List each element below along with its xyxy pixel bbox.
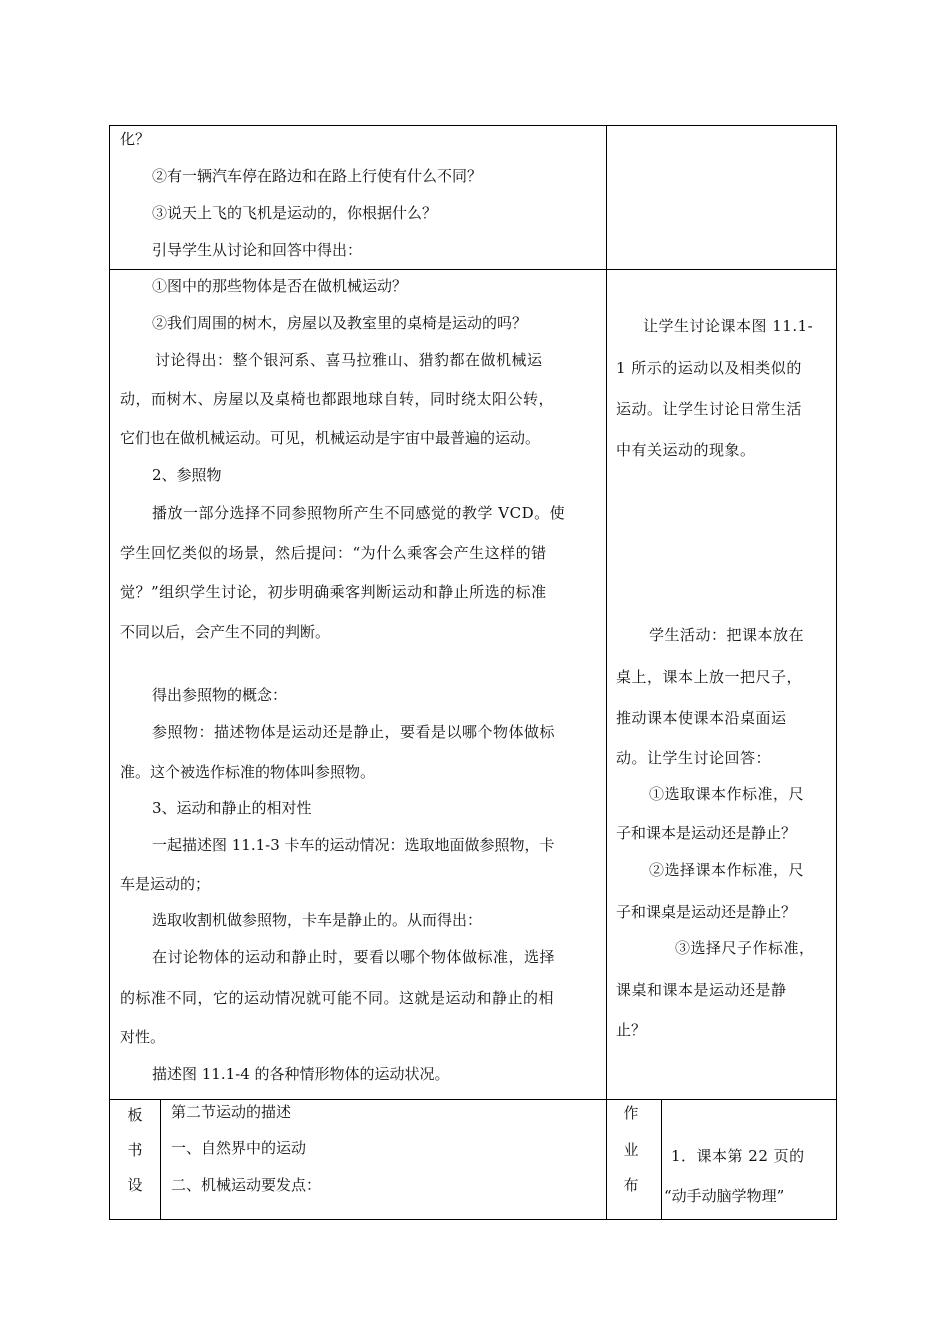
row2-right-line: 1 所示的运动以及相类似的 <box>616 359 802 377</box>
board-label-char: 板 <box>127 1106 143 1124</box>
homework-label-divider <box>661 1099 662 1220</box>
row2-right-line: ①选取课本作标准，尺 <box>649 785 805 803</box>
homework-label-char: 作 <box>623 1104 639 1122</box>
row2-right-line: 动。让学生讨论回答： <box>616 749 772 767</box>
row2-left-line: 2、参照物 <box>152 466 222 484</box>
row2-left-line: 播放一部分选择不同参照物所产生不同感觉的教学 VCD。使 <box>152 504 566 522</box>
board-label-char: 书 <box>127 1141 143 1159</box>
row2-left-line: 对性。 <box>120 1028 166 1046</box>
row2-left-line: ②我们周围的树木，房屋以及教室里的桌椅是运动的吗？ <box>152 314 528 332</box>
row2-right-line: 让学生讨论课本图 11.1- <box>643 317 814 335</box>
row2-left-line: 在讨论物体的运动和静止时，要看以哪个物体做标准，选择 <box>152 948 556 966</box>
row-divider-1 <box>109 269 837 270</box>
homework-label-char: 业 <box>623 1141 639 1159</box>
row2-right-line: 课桌和课本是运动还是静 <box>616 981 787 999</box>
row2-left-line: 不同以后，会产生不同的判断。 <box>120 623 331 641</box>
table-border-left <box>109 125 110 1220</box>
row-divider-2 <box>109 1099 837 1100</box>
row2-left-line: 描述图 11.1-4 的各种情形物体的运动状况。 <box>152 1065 450 1083</box>
row2-right-line: 止？ <box>616 1021 647 1039</box>
homework-line: 1．课本第 22 页的 <box>671 1147 805 1165</box>
board-line: 一、自然界中的运动 <box>171 1139 307 1157</box>
row2-left-line: 学生回忆类似的场景，然后提问：“为什么乘客会产生这样的错 <box>120 544 547 562</box>
row2-left-line: 选取收割机做参照物，卡车是静止的。从而得出： <box>152 911 483 929</box>
homework-label-char: 布 <box>623 1176 639 1194</box>
row2-left-line: 它们也在做机械运动。可见，机械运动是宇宙中最普遍的运动。 <box>120 429 541 447</box>
board-line: 二、机械运动要发点： <box>171 1176 322 1194</box>
row2-right-line: 子和课桌是运动还是静止？ <box>616 903 797 921</box>
row2-right-line: 中有关运动的现象。 <box>616 441 756 459</box>
board-line: 第二节运动的描述 <box>171 1103 292 1121</box>
board-label-char: 设 <box>127 1176 143 1194</box>
row2-left-line: 3、运动和静止的相对性 <box>152 799 312 817</box>
table-border-right <box>836 125 837 1220</box>
row2-right-line: 学生活动：把课本放在 <box>649 626 805 644</box>
row2-left-line: 觉？”组织学生讨论，初步明确乘客判断运动和静止所选的标准 <box>120 583 547 601</box>
row2-right-line: 推动课本使课本沿桌面运 <box>616 709 787 727</box>
row2-left-line: 准。这个被选作标准的物体叫参照物。 <box>120 763 376 781</box>
row1-line-4: 引导学生从讨论和回答中得出： <box>152 241 363 259</box>
row2-left-line: 讨论得出：整个银河系、喜马拉雅山、猎豹都在做机械运 <box>155 351 543 369</box>
table-border-bottom <box>109 1219 837 1220</box>
row2-right-line: ③选择尺子作标准， <box>675 939 815 957</box>
table-border-top <box>109 125 837 126</box>
row2-left-line: 动，而树木、房屋以及桌椅也都跟地球自转，同时绕太阳公转， <box>120 390 555 408</box>
row1-line-3: ③说天上飞的飞机是运动的，你根据什么？ <box>152 204 438 222</box>
row2-right-line: 桌上，课本上放一把尺子， <box>616 668 803 686</box>
row1-line-2: ②有一辆汽车停在路边和在路上行使有什么不同？ <box>152 167 483 185</box>
row2-left-line: 车是运动的； <box>120 875 211 893</box>
row2-left-line: 参照物：描述物体是运动还是静止，要看是以哪个物体做标 <box>152 723 556 741</box>
row2-left-line: 一起描述图 11.1-3 卡车的运动情况：选取地面做参照物，卡 <box>152 836 555 854</box>
board-label-divider <box>160 1099 161 1220</box>
row2-right-line: 子和课本是运动还是静止？ <box>616 824 797 842</box>
homework-line: “动手动脑学物理” <box>664 1187 785 1205</box>
row2-left-line: 的标准不同，它的运动情况就可能不同。这就是运动和静止的相 <box>120 989 555 1007</box>
row1-line-1: 化？ <box>120 130 151 148</box>
row2-right-line: 运动。让学生讨论日常生活 <box>616 400 803 418</box>
table-divider-main <box>606 125 607 1220</box>
row2-left-line: 得出参照物的概念： <box>152 686 288 704</box>
row2-left-line: ①图中的那些物体是否在做机械运动？ <box>152 277 408 295</box>
row2-right-line: ②选择课本作标准，尺 <box>649 861 805 879</box>
